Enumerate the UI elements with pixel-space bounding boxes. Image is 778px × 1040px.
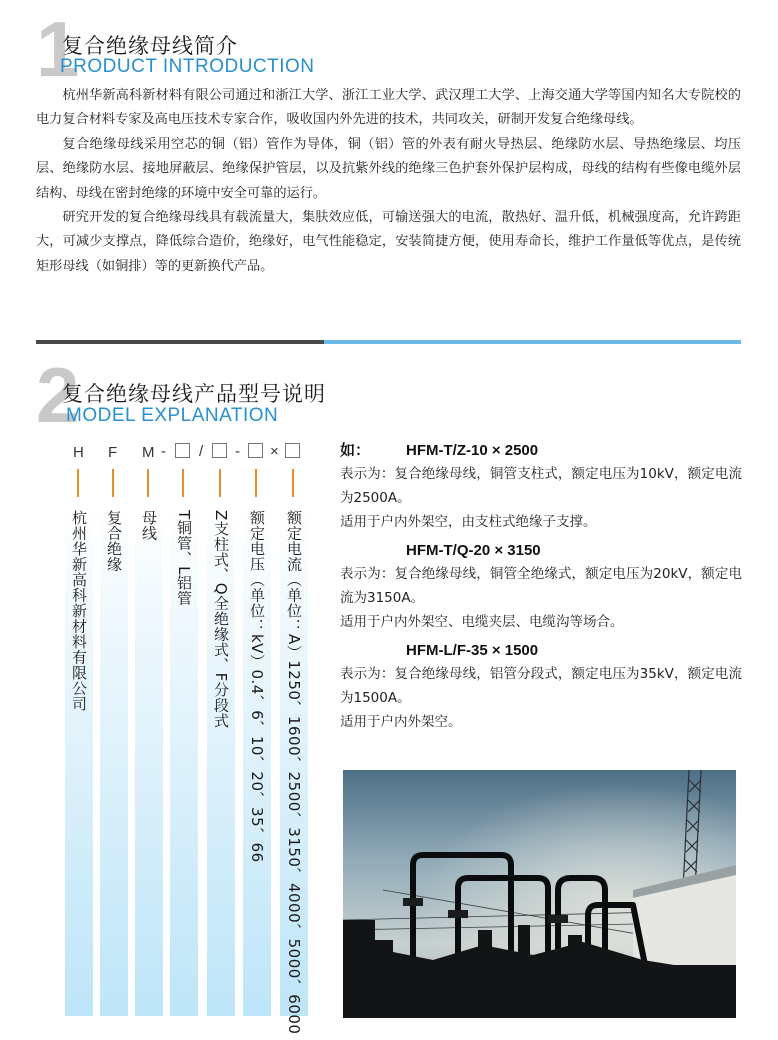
code-placeholder-box — [285, 443, 300, 458]
code-placeholder-box — [175, 443, 190, 458]
code-column-bg — [135, 506, 163, 1016]
example-prefix: 如： — [340, 442, 371, 459]
section-divider — [36, 340, 741, 344]
substation-photo — [343, 770, 736, 1018]
code-meaning-busbar: 母线 — [140, 510, 158, 541]
code-meaning-structure: Z支柱式、Q全绝缘式、F分段式 — [212, 510, 230, 729]
example-model: HFM-L/F-35 × 1500 — [406, 642, 539, 659]
code-meaning-company: 杭州华新高科新材料有限公司 — [70, 510, 88, 712]
code-tick — [219, 469, 221, 497]
intro-paragraph: 杭州华新高科新材料有限公司通过和浙江大学、浙江工业大学、武汉理工大学、上海交通大学等国内知名大专院校的电力复合材料专家及高电压技术专家合作，吸收国内外先进的技术，共同攻关，研制开发复合绝缘母线。 — [36, 88, 741, 128]
intro-paragraph: 研究开发的复合绝缘母线具有载流量大，集肤效应低，可输送强大的电流，散热好、温升低，机械强度高，允许跨距大，可减少支撑点，降低综合造价，绝缘好，电气性能稳定，安装简捷方便，使用寿命长，维护工作量低等优点，是传统矩形母线（如铜排）等的更新换代产品。 — [36, 210, 741, 274]
example-heading — [340, 540, 742, 562]
example-model: HFM-T/Q-20 × 3150 — [406, 542, 541, 559]
divider-dark-segment — [36, 340, 324, 344]
example-description: 表示为：复合绝缘母线，铜管支柱式，额定电压为10kV，额定电流为2500A。 — [340, 466, 742, 506]
section-title-model: 复合绝缘母线产品型号说明 — [62, 382, 326, 406]
substation-busbar-photo-icon — [343, 770, 736, 1018]
example-model: HFM-T/Z-10 × 2500 — [406, 442, 539, 459]
code-column-bg — [100, 506, 128, 1016]
code-meaning-conductor: T铜管、L铝管 — [175, 510, 193, 607]
example-heading — [340, 640, 742, 662]
example-description: 表示为：复合绝缘母线，铜管全绝缘式，额定电压为20kV，额定电流为3150A。 — [340, 566, 742, 606]
intro-paragraph: 复合绝缘母线采用空芯的铜（铝）管作为导体，铜（铝）管的外表有耐火导热层、绝缘防水层、导热绝缘层、均压层、绝缘防水层、接地屏蔽层、绝缘保护管层，以及抗紫外线的绝缘三色护套外保护层构成，母线的结构有些像电缆外层结构、母线在密封绝缘的环境中安全可靠的运行。 — [36, 136, 741, 201]
example-usage: 适用于户内外架空。 — [340, 714, 462, 730]
section-number-1: 1 — [36, 5, 80, 93]
example-description: 表示为：复合绝缘母线，铝管分段式，额定电压为35kV，额定电流为1500A。 — [340, 666, 742, 706]
code-meaning-rated-voltage: 额定电压（单位：kV）0.4、6、10、20、35、66 — [248, 510, 266, 863]
code-placeholder-box — [248, 443, 263, 458]
code-tick — [77, 469, 79, 497]
section-number-2: 2 — [36, 351, 80, 439]
code-tick — [112, 469, 114, 497]
intro-text — [36, 84, 741, 279]
code-tick — [292, 469, 294, 497]
section-subtitle-model: MODEL EXPLANATION — [66, 405, 279, 426]
code-letter-m: M — [142, 444, 155, 461]
section-title-intro: 复合绝缘母线简介 — [62, 34, 238, 58]
code-tick — [255, 469, 257, 497]
code-meaning-rated-current: 额定电流（单位：A）1250、1600、2500、3150、4000、5000、6000 — [285, 510, 303, 1035]
code-separator: - — [235, 443, 240, 460]
code-letter-h: H — [73, 444, 84, 461]
code-tick — [182, 469, 184, 497]
divider-light-segment — [324, 340, 741, 344]
code-meaning-composite-insulation: 复合绝缘 — [105, 510, 123, 572]
model-examples — [340, 440, 742, 734]
code-separator: - — [161, 443, 166, 460]
example-heading — [340, 440, 742, 462]
code-separator: × — [270, 443, 279, 460]
code-tick — [147, 469, 149, 497]
example-usage: 适用于户内外架空，由支柱式绝缘子支撑。 — [340, 514, 597, 530]
section-subtitle-intro: PRODUCT INTRODUCTION — [60, 56, 315, 77]
example-usage: 适用于户内外架空、电缆夹层、电缆沟等场合。 — [340, 614, 624, 630]
code-placeholder-box — [212, 443, 227, 458]
code-letter-f: F — [108, 444, 118, 461]
code-separator: / — [199, 443, 204, 460]
